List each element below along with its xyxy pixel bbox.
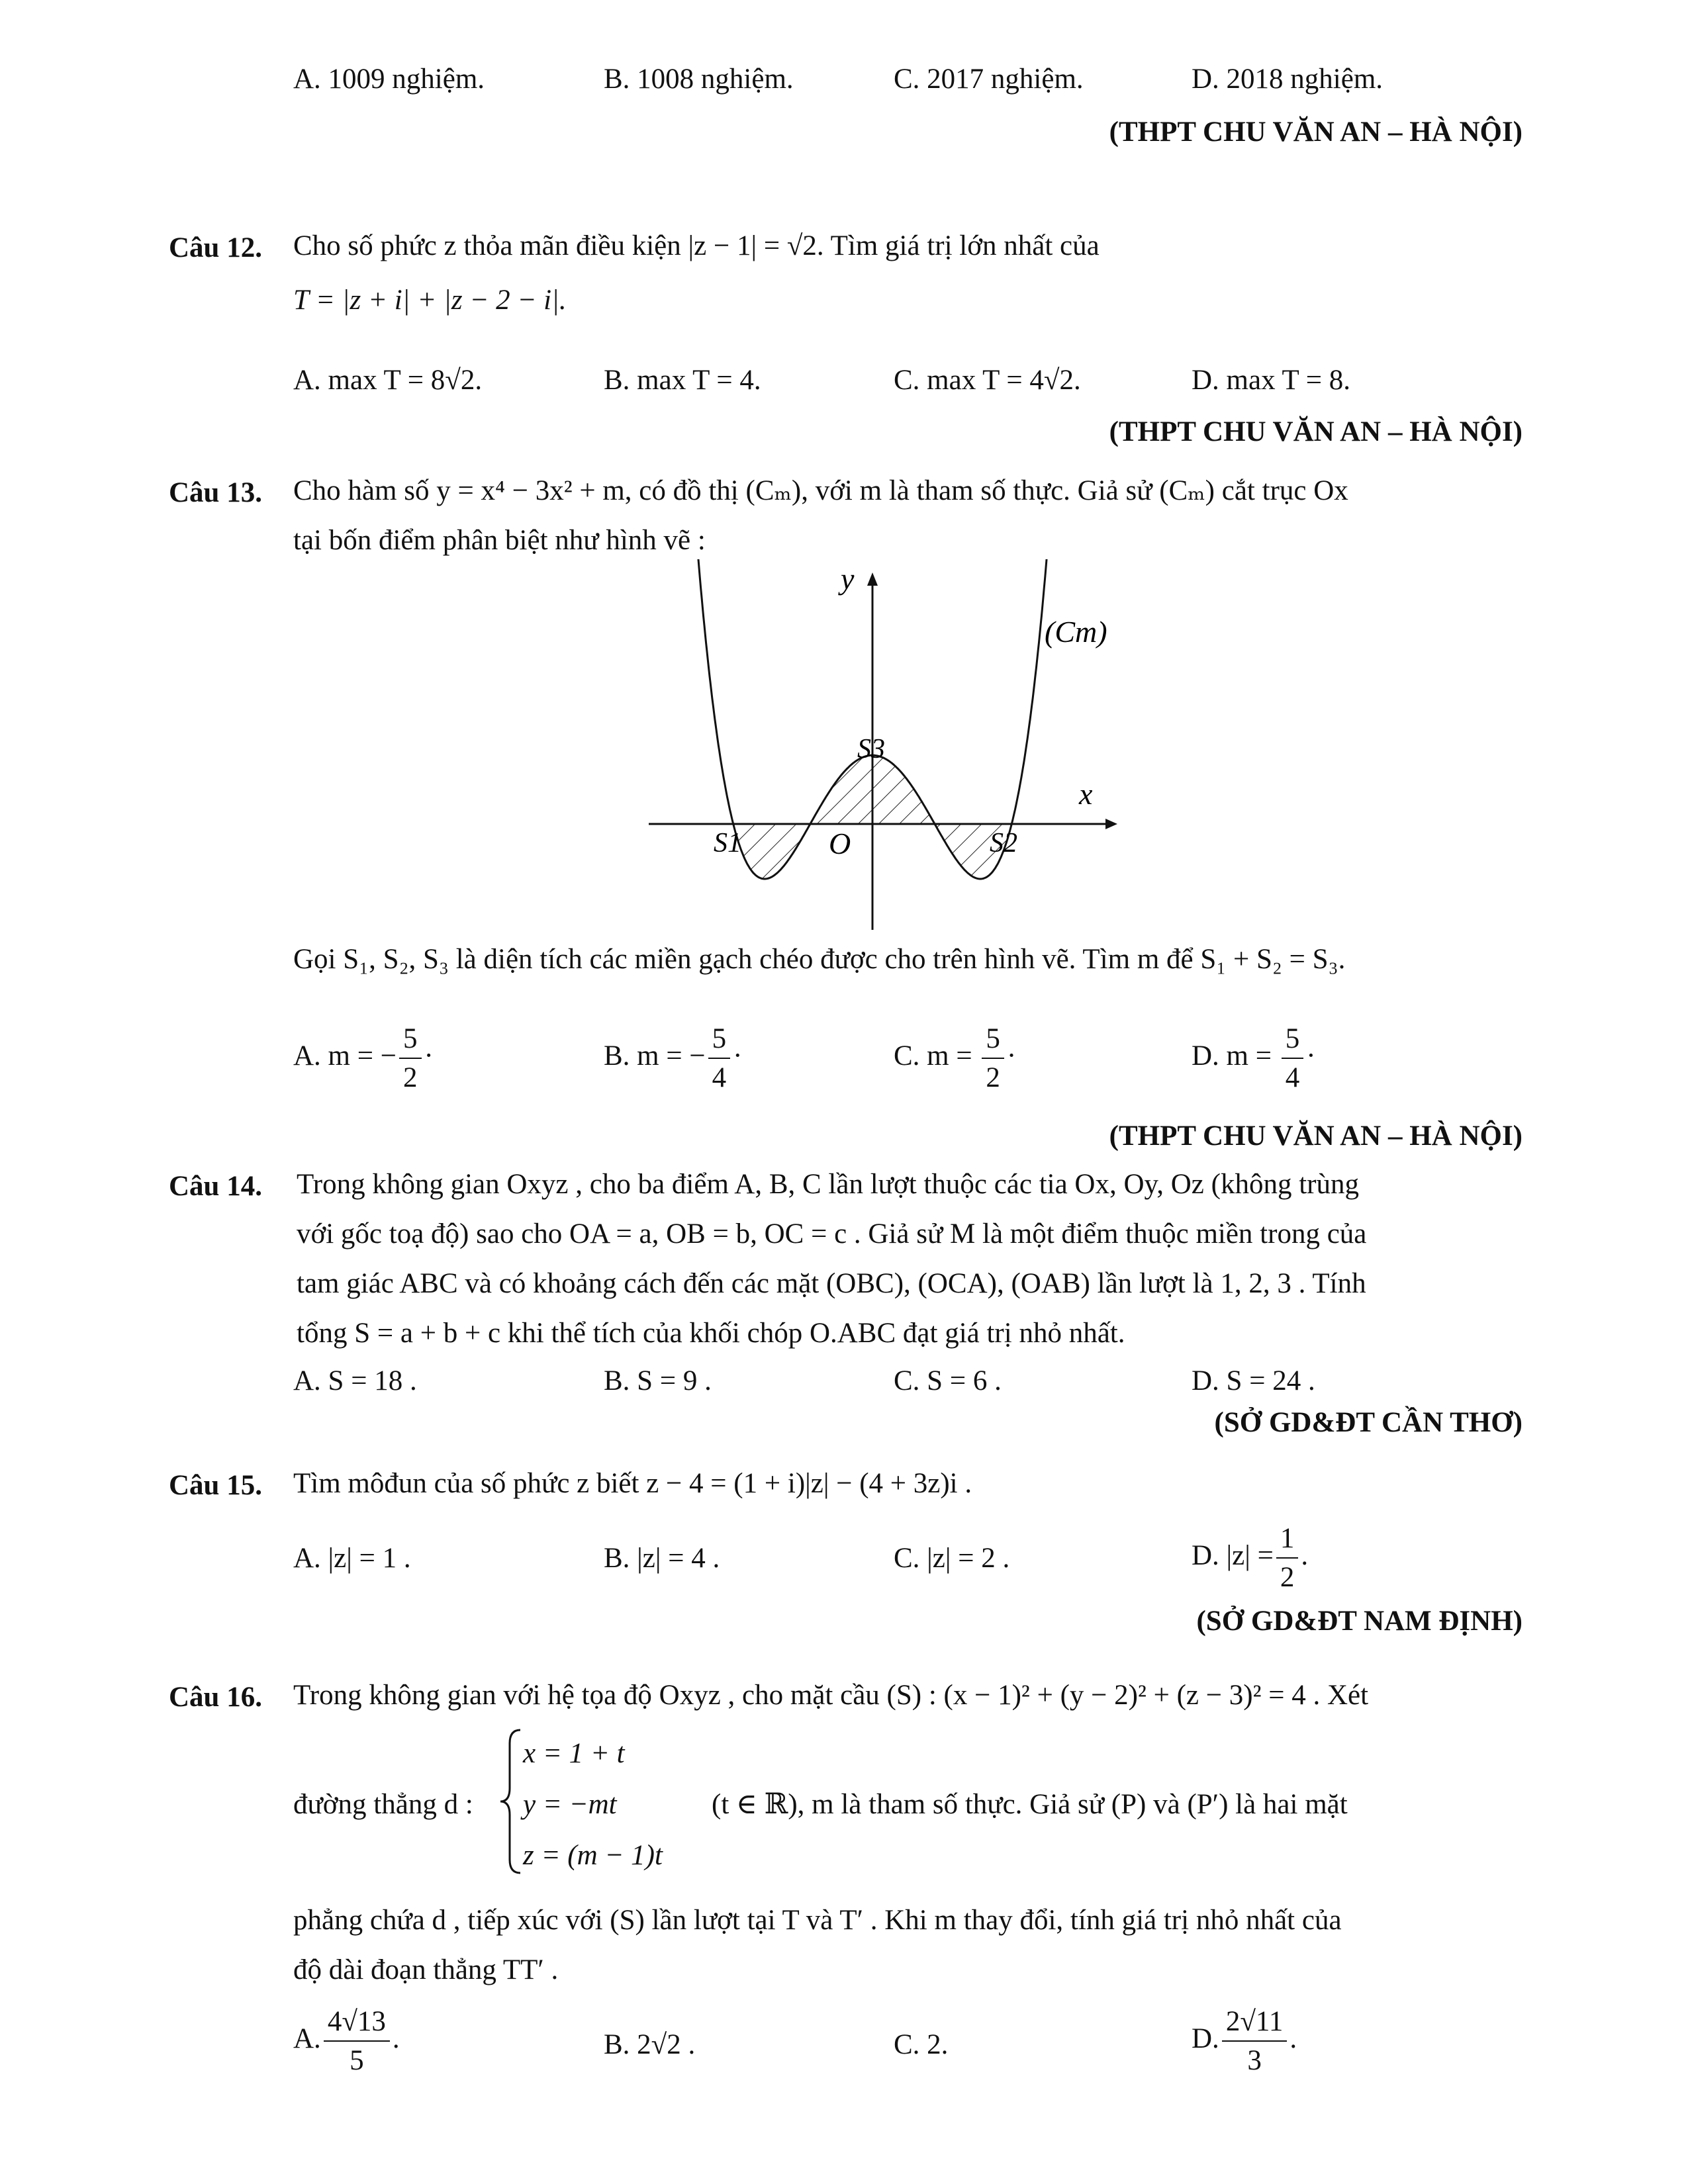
y-axis-label: y [841,562,855,596]
s3-label: S3 [857,734,885,764]
q14-text-line4: tổng S = a + b + c khi thể tích của khối chóp O.ABC đạt giá trị nhỏ nhất. [297,1318,1125,1349]
q12-option-b: B. max T = 4. [604,365,761,396]
q16-option-b: B. 2√2 . [604,2029,696,2060]
q13-text-line2: tại bốn điểm phân biệt như hình vẽ : [293,525,706,556]
q15-text-line1: Tìm môđun của số phức z biết z − 4 = (1 + i)|z| − (4 + 3z)i . [293,1468,972,1499]
q12-option-d: D. max T = 8. [1192,365,1351,396]
q13-option-a: A. m = − $\frac{5}{2}$ · [293,1023,434,1093]
q16-system-line1: x = 1 + t [523,1738,625,1769]
q12-label: Câu 12. [169,232,262,263]
q13-text-line3: Gọi S₁, S₂, S₃ là diện tích các miền gạch chéo được cho trên hình vẽ. Tìm m để S₁ + S₂ = S₃. [293,944,1346,975]
q15-option-a: A. |z| = 1 . [293,1543,411,1574]
q13-option-c: C. m = $\frac{5}{2}$ · [894,1023,1017,1093]
q16-text-line1: Trong không gian với hệ tọa độ Oxyz , cho mặt cầu (S) : (x − 1)² + (y − 2)² + (z − 3)² = 4 . Xét [293,1680,1369,1711]
q14-label: Câu 14. [169,1171,262,1202]
q14-text-line2: với gốc toạ độ) sao cho OA = a, OB = b, OC = c . Giả sử M là một điểm thuộc miền trong của [297,1218,1367,1250]
q16-text-line2a: đường thẳng d : [293,1789,473,1820]
s1-label: S1 [714,828,741,858]
y-axis-arrow [867,572,878,586]
q14-option-a: A. S = 18 . [293,1365,417,1396]
q11-option-d: D. 2018 nghiệm. [1192,64,1383,95]
q12-text-line2: T = |z + i| + |z − 2 − i|. [293,285,567,316]
q14-text-line1: Trong không gian Oxyz , cho ba điểm A, B, C lần lượt thuộc các tia Ox, Oy, Oz (không trùng [297,1169,1359,1200]
q12-option-c: C. max T = 4√2. [894,365,1081,396]
q14-option-d: D. S = 24 . [1192,1365,1315,1396]
q13-option-b: B. m = − $\frac{5}{4}$ · [604,1023,743,1093]
q12-text-line1: Cho số phức z thỏa mãn điều kiện |z − 1| = √2. Tìm giá trị lớn nhất của [293,230,1100,261]
x-axis-arrow [1105,819,1117,829]
q13-graph [649,559,1139,936]
system-brace [498,1727,524,1876]
q16-label: Câu 16. [169,1682,262,1713]
q15-label: Câu 15. [169,1470,262,1501]
q13-option-d: D. m = $\frac{5}{4}$ · [1192,1023,1316,1093]
q16-system-line2: y = −mt [523,1789,617,1820]
q11-option-c: C. 2017 nghiệm. [894,64,1084,95]
q11-option-a: A. 1009 nghiệm. [293,64,485,95]
q16-text-line3: phẳng chứa d , tiếp xúc với (S) lần lượt tại T và T′ . Khi m thay đổi, tính giá trị nhỏ nhất của [293,1905,1342,1936]
s1-region [733,824,810,879]
s2-label: S2 [990,828,1017,858]
q14-source: (SỞ GD&ĐT CẦN THƠ) [1214,1407,1523,1438]
q12-source: (THPT CHU VĂN AN – HÀ NỘI) [1109,416,1523,447]
q15-option-d: D. |z| = $\frac{1}{2}$ . [1192,1523,1309,1593]
curve-label: (Cm) [1045,615,1107,649]
q15-option-b: B. |z| = 4 . [604,1543,720,1574]
q16-option-a: A. $\frac{4√13}{5}$ . [293,2006,400,2076]
q11-option-b: B. 1008 nghiệm. [604,64,794,95]
q15-option-c: C. |z| = 2 . [894,1543,1010,1574]
q13-label: Câu 13. [169,477,262,508]
q15-source: (SỞ GD&ĐT NAM ĐỊNH) [1196,1606,1523,1637]
q13-text-line1: Cho hàm số y = x⁴ − 3x² + m, có đồ thị (Cₘ), với m là tham số thực. Giả sử (Cₘ) cắt trục Ox [293,475,1348,506]
q14-option-b: B. S = 9 . [604,1365,712,1396]
q16-text-line4: độ dài đoạn thẳng TT′ . [293,1954,559,1985]
q16-text-line2b: (t ∈ ℝ), m là tham số thực. Giả sử (P) và (P′) là hai mặt [712,1789,1348,1820]
q16-system-line3: z = (m − 1)t [523,1840,663,1871]
q13-source: (THPT CHU VĂN AN – HÀ NỘI) [1109,1120,1523,1152]
q14-text-line3: tam giác ABC và có khoảng cách đến các mặt (OBC), (OCA), (OAB) lần lượt là 1, 2, 3 . Tính [297,1268,1366,1299]
origin-label: O [829,827,851,860]
q16-option-d: D. $\frac{2√11}{3}$ . [1192,2006,1297,2076]
q12-option-a: A. max T = 8√2. [293,365,483,396]
x-axis-label: x [1079,777,1093,811]
q14-option-c: C. S = 6 . [894,1365,1002,1396]
q16-option-c: C. 2. [894,2029,949,2060]
q11-source: (THPT CHU VĂN AN – HÀ NỘI) [1109,116,1523,148]
